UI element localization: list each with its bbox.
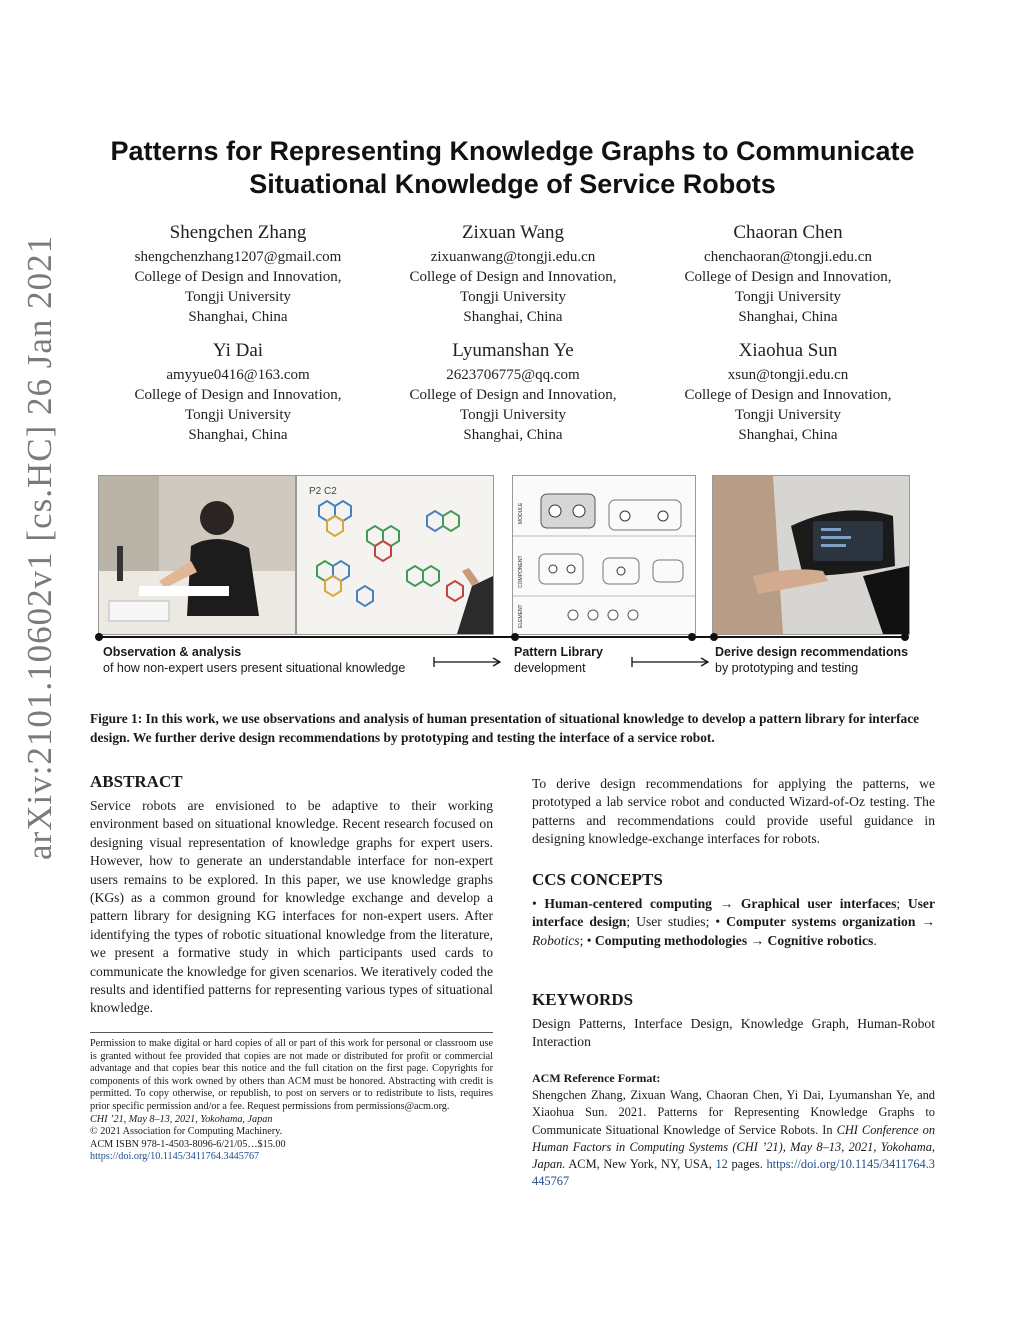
author-location: Shanghai, China — [188, 309, 288, 325]
pattern-diagram-illustration — [513, 476, 695, 634]
stage-derive-title: Derive design recommendations — [715, 645, 909, 659]
author-block — [103, 339, 373, 445]
desk-photo-illustration — [99, 476, 295, 634]
author-email: zixuanwang@tongji.edu.cn — [430, 249, 596, 265]
diagram-label-component: COMPONENT — [518, 555, 524, 588]
ccs-term: Human-centered computing — [544, 896, 712, 911]
timeline-dot — [710, 633, 718, 641]
author-affiliation: College of Design and Innovation, — [684, 387, 892, 403]
ccs-term: Graphical user interfaces — [740, 896, 897, 911]
photo-hexagon-board — [296, 475, 494, 635]
acm-reference-venue: CHI Conference on Human Factors in Computing Systems (CHI ’21), May 8–13, 2021, Yokohama, Japan. — [532, 1122, 936, 1172]
conference-info: CHI ’21, May 8–13, 2021, Yokohama, Japan — [90, 1113, 273, 1125]
ccs-term: Robotics — [532, 932, 580, 948]
acm-doi-link[interactable]: https://doi.org/10.1145/3411764.3445767 — [532, 1157, 935, 1189]
author-name: Lyumanshan Ye — [452, 340, 574, 361]
isbn: ACM ISBN 978-1-4503-8096-6/21/05…$15.00 — [90, 1138, 286, 1150]
stage-pattern-subtitle: development — [514, 661, 586, 675]
timeline-line — [98, 636, 906, 638]
ccs-term: User interface design — [532, 896, 935, 930]
author-block — [378, 339, 648, 445]
timeline-dot — [95, 633, 103, 641]
title-line-2: Situational Knowledge of Service Robots — [249, 169, 776, 199]
author-email: chenchaoran@tongji.edu.cn — [704, 249, 872, 265]
author-email: shengchenzhang1207@gmail.com — [134, 249, 342, 265]
author-email: amyyue0416@163.com — [166, 367, 310, 383]
robot-photo-illustration — [713, 476, 909, 634]
author-name: Shengchen Zhang — [169, 222, 307, 243]
acm-reference-publisher: ACM, New York, NY, USA, — [565, 1157, 716, 1172]
author-location: Shanghai, China — [738, 309, 838, 325]
author-name: Chaoran Chen — [733, 222, 843, 243]
author-location: Shanghai, China — [738, 427, 838, 443]
author-university: Tongji University — [459, 289, 567, 305]
arxiv-stamp: arXiv:2101.10602v1 [cs.HC] 26 Jan 2021 — [20, 234, 59, 860]
diagram-label-module: MODULE — [518, 502, 524, 524]
figure-caption: Figure 1: In this work, we use observations and analysis of human presentation of situational knowledge to develop a pattern library for interface design. We further derive design recommendations by prototyping and testing the interface of a service robot. — [90, 711, 920, 745]
acm-reference-authors: Shengchen Zhang, Zixuan Wang, Chaoran Chen, Yi Dai, Lyumanshan Ye, and Xiaohua Sun. 2021. Patterns for Representing Knowledge Graphs to Communicate Situational Knowledge of Service Robots. In — [532, 1088, 935, 1137]
ccs-term: User studies — [636, 914, 706, 930]
page-count: 12 — [715, 1157, 728, 1172]
author-name: Zixuan Wang — [461, 222, 565, 243]
acm-reference — [532, 1087, 935, 1191]
pattern-library-diagram — [512, 475, 696, 635]
footnote — [90, 1038, 493, 1164]
title-line-1: Patterns for Representing Knowledge Graphs to Communicate — [110, 136, 915, 166]
stage-derive-subtitle: by prototyping and testing — [715, 661, 859, 675]
keywords: Design Patterns, Interface Design, Knowledge Graph, Human-Robot Interaction — [532, 1016, 935, 1050]
permission-notice: Permission to make digital or hard copies of all or part of this work for personal or classroom use is granted without fee provided that copies are not made or distributed for profit or commercial advantage and that copies bear this notice and the full citation on the first page. Copyrights for components of this work owned by others than ACM must be honored. Abstracting with credit is permitted. To copy otherwise, or republish, to post on servers or to redistribute to lists, requires prior specific permission and/or a fee. Request permissions from permissions@acm.org. — [90, 1038, 493, 1112]
author-university: Tongji University — [459, 407, 567, 423]
author-university: Tongji University — [734, 289, 842, 305]
abstract-text: Service robots are envisioned to be adaptive to their working environment based on situational knowledge. Recent research focused on designing visual representation of knowledge graphs for expert users. However, how to generate an understandable interface for non-expert users remains to be explored. In this paper, we use knowledge graphs (KGs) as a common ground for knowledge exchange and develop a pattern library for designing KG interfaces for non-expert users. After identifying the types of robotic situational knowledge from the literature, we present a formative study in which participants used cards to communicate the knowledge for given scenarios. We iteratively coded the results and identified patterns for representing various types of situational knowledge. — [90, 798, 493, 1016]
author-name: Xiaohua Sun — [738, 340, 838, 361]
author-email: xsun@tongji.edu.cn — [727, 367, 849, 383]
paper-title — [90, 135, 935, 201]
abstract-continuation: To derive design recommendations for applying the patterns, we prototyped a lab service robot and conducted Wizard-of-Oz testing. The patterns and recommendations could provide useful guidance in designing knowledge-exchange interfaces for robots. — [532, 776, 935, 847]
diagram-label-element: ELEMENT — [518, 604, 524, 628]
stage-observation — [103, 644, 443, 676]
author-university: Tongji University — [184, 407, 292, 423]
author-affiliation: College of Design and Innovation, — [134, 387, 342, 403]
ccs-heading: CCS CONCEPTS — [532, 870, 663, 889]
figure-1 — [98, 475, 928, 685]
footnote-rule — [90, 1032, 493, 1033]
ccs-term: Computing methodologies — [594, 932, 748, 948]
keywords-heading: KEYWORDS — [532, 990, 634, 1009]
author-block — [103, 221, 373, 327]
author-block — [653, 339, 923, 445]
stage-pattern-library — [514, 644, 634, 676]
author-affiliation: College of Design and Innovation, — [134, 269, 342, 285]
author-email: 2623706775@qq.com — [446, 367, 580, 383]
ccs-term: Cognitive robotics — [767, 932, 874, 948]
timeline-dot — [688, 633, 696, 641]
author-location: Shanghai, China — [463, 427, 563, 443]
author-affiliation: College of Design and Innovation, — [409, 387, 617, 403]
author-block — [653, 221, 923, 327]
author-affiliation: College of Design and Innovation, — [409, 269, 617, 285]
acm-reference-heading: ACM Reference Format: — [532, 1071, 661, 1085]
ccs-concepts: • Human-centered computing → Graphical user interfaces; User interface design; User studies; • Computer systems organization → Robotics; • Computing methodologies → Cognitive robotics. — [532, 896, 935, 948]
photo-robot-tablet — [712, 475, 910, 635]
photo-observation-desk — [98, 475, 296, 635]
arrow-right-icon — [631, 656, 711, 668]
doi-link[interactable]: https://doi.org/10.1145/3411764.3445767 — [90, 1151, 260, 1163]
timeline-dot — [901, 633, 909, 641]
ccs-term: Computer systems organization — [726, 914, 916, 930]
stage-pattern-title: Pattern Library — [514, 645, 603, 659]
abstract-heading: ABSTRACT — [90, 772, 183, 791]
stage-observation-title: Observation & analysis — [103, 645, 242, 659]
author-university: Tongji University — [734, 407, 842, 423]
hexagon-board-illustration — [297, 476, 493, 634]
timeline-dot — [511, 633, 519, 641]
author-affiliation: College of Design and Innovation, — [684, 269, 892, 285]
author-university: Tongji University — [184, 289, 292, 305]
author-location: Shanghai, China — [188, 427, 288, 443]
stage-observation-subtitle: of how non-expert users present situational knowledge — [103, 661, 406, 675]
arrow-right-icon — [433, 656, 503, 668]
author-block — [378, 221, 648, 327]
copyright-notice: © 2021 Association for Computing Machinery. — [90, 1126, 283, 1138]
author-name: Yi Dai — [212, 340, 264, 361]
board-label-text: P2 C2 — [309, 486, 337, 497]
acm-reference-pages-label: pages. — [727, 1157, 767, 1172]
author-location: Shanghai, China — [463, 309, 563, 325]
stage-design-recommendations — [715, 644, 930, 676]
